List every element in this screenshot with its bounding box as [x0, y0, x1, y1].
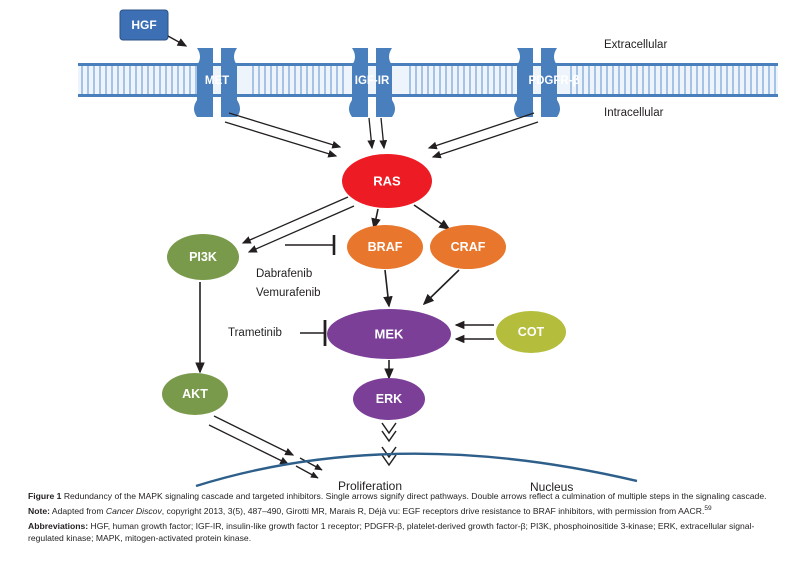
node-erk — [353, 378, 425, 420]
pdgfr-beta-label: PDGFR-β — [528, 75, 580, 87]
arrow-cot-to-mek — [456, 325, 494, 339]
vemurafenib-label: Vemurafenib — [256, 287, 321, 299]
braf-label: BRAF — [367, 240, 403, 254]
caption-figure-line — [28, 490, 773, 502]
mek-inhibition-line — [300, 320, 325, 346]
arrow-hgf-met — [168, 36, 186, 46]
trametinib-label: Trametinib — [228, 327, 282, 339]
arrow-met-to-ras — [225, 113, 340, 156]
node-craf — [430, 225, 506, 269]
caption-abbrev-text: HGF, human growth factor; IGF-IR, insulin-like growth factor 1 receptor; PDGFR-β, platelet-derived growth factor-β; PI3K, phosphoinositide 3-kinase; ERK, extracellular signal-regulated kinase; MAPK, mitogen-activated protein kinase. — [28, 520, 755, 544]
intracellular-label: Intracellular — [604, 107, 664, 119]
caption-note-text-a: Adapted from — [49, 506, 106, 517]
dabrafenib-label: Dabrafenib — [256, 268, 313, 280]
node-braf — [347, 225, 423, 269]
extracellular-label: Extracellular — [604, 39, 668, 51]
node-akt — [162, 373, 228, 415]
hgf-ligand — [120, 10, 168, 40]
node-mek — [327, 309, 451, 359]
arrow-pdgfr-beta-to-ras — [429, 113, 538, 157]
caption-note-sup: 59 — [704, 505, 712, 513]
arrow-erk-to-nucleus — [382, 423, 396, 465]
caption-abbrev-label: Abbreviations: — [28, 520, 89, 531]
caption-figure-label: Figure 1 — [28, 491, 62, 501]
craf-label: CRAF — [450, 240, 486, 254]
hgf-label: HGF — [131, 18, 157, 32]
met-label: MET — [204, 75, 230, 87]
caption-note-text-b: , copyright 2013, 3(5), 487–490, Girotti MR, Marais R, Déjà vu: EGF receptors drive resistance to BRAF inhibitors, with permission from AACR. — [161, 506, 705, 517]
figure-caption — [28, 490, 773, 547]
arrow-ras-to-pi3k — [243, 197, 354, 252]
nucleus-label: Nucleus — [530, 480, 574, 494]
akt-label: AKT — [182, 387, 208, 401]
node-pi3k — [167, 234, 239, 280]
ras-label: RAS — [373, 173, 401, 189]
caption-note-label: Note: — [28, 506, 50, 517]
receptor-igf-ir — [349, 48, 395, 117]
receptor-met — [194, 48, 240, 117]
arrow-akt-to-proliferation — [209, 416, 293, 464]
cell-membrane — [78, 63, 778, 97]
erk-label: ERK — [375, 392, 403, 406]
proliferation-label: Proliferation — [338, 479, 403, 493]
arrow-craf-to-mek — [424, 270, 459, 304]
arrow-ras-to-braf — [374, 209, 378, 228]
caption-note-italic: Cancer Discov — [105, 506, 162, 517]
receptor-pdgfr-beta — [514, 48, 580, 117]
braf-inhibition-line — [285, 235, 334, 255]
caption-note-line — [28, 504, 773, 517]
arrow-ras-to-craf — [414, 205, 449, 229]
caption-figure-text: Redundancy of the MAPK signaling cascade and targeted inhibitors. Single arrows signify direct pathways. Double arrows reflect a culmination of multiple steps in the signaling cascade. — [61, 491, 767, 501]
pi3k-label: PI3K — [189, 250, 217, 264]
node-ras — [342, 154, 432, 208]
caption-abbrev-line — [28, 520, 773, 545]
cot-label: COT — [517, 325, 545, 339]
node-cot — [496, 311, 566, 353]
arrow-braf-to-mek — [385, 270, 389, 306]
igf-ir-label: IGF-IR — [354, 75, 390, 87]
mek-label: MEK — [374, 326, 404, 342]
arrow-igf-ir-to-ras — [369, 118, 384, 148]
